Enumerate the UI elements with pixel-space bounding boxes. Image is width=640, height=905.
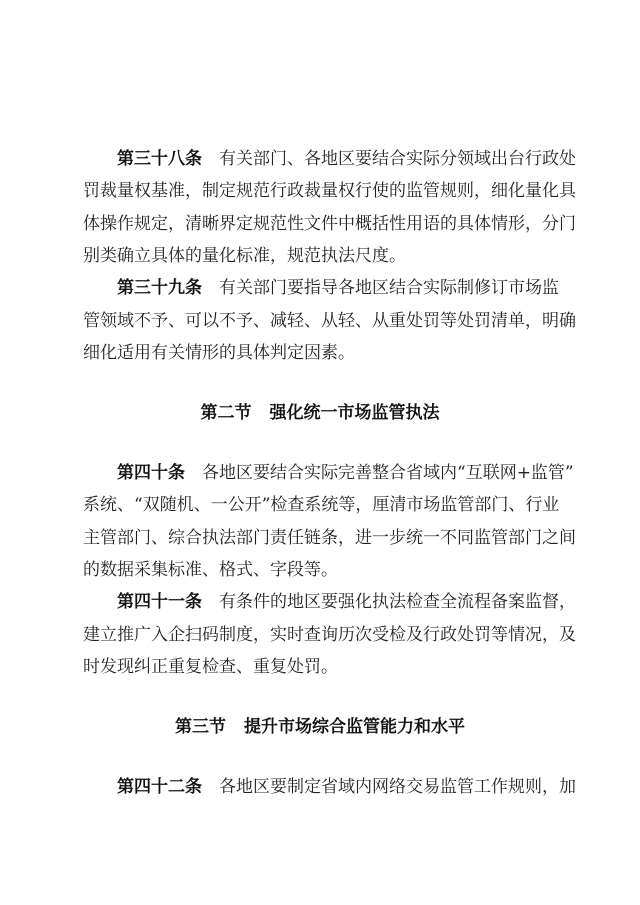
article-40-line-4: 的数据采集标准、格式、字段等。: [83, 560, 338, 580]
article-41-label: 第四十一条: [117, 592, 202, 612]
article-40-line-3: 主管部门、综合执法部门责任链条，进一步统一不同监管部门之间: [83, 528, 576, 548]
article-38-line-4: 别类确立具体的量化标准，规范执法尺度。: [83, 246, 406, 266]
article-39-line-3: 细化适用有关情形的具体判定因素。: [83, 343, 355, 363]
article-38-line-2: 罚裁量权基准，制定规范行政裁量权行使的监管规则，细化量化具: [83, 181, 576, 201]
article-40-line-2: 系统、“双随机、一公开”检查系统等，厘清市场监管部门、行业: [83, 495, 560, 515]
section-3-number: 第三节: [175, 717, 226, 737]
section-2-number: 第二节: [200, 403, 252, 423]
article-42-label: 第四十二条: [117, 777, 202, 797]
article-41-line-1: 第四十一条 有条件的地区要强化执法检查全流程备案监督，: [117, 592, 576, 612]
section-3-heading: [0, 716, 640, 738]
article-42-line-1: 第四十二条 各地区要制定省域内网络交易监管工作规则，加: [117, 777, 576, 797]
section-2-heading: [0, 402, 640, 424]
article-39-label: 第三十九条: [117, 278, 202, 298]
section-2-title: 强化统一市场监管执法: [269, 403, 440, 423]
article-39-line-2: 管领域不予、可以不予、减轻、从轻、从重处罚等处罚清单，明确: [83, 311, 576, 331]
article-40-line-1: 第四十条 各地区要结合实际完善整合省域内“互联网+监管”: [117, 463, 574, 483]
section-3-title: 提升市场综合监管能力和水平: [244, 717, 465, 737]
article-39-line-1: 第三十九条 有关部门要指导各地区结合实际制修订市场监: [117, 278, 559, 298]
article-38-line-1: 第三十八条 有关部门、各地区要结合实际分领域出台行政处: [117, 149, 576, 169]
article-41-line-2: 建立推广入企扫码制度，实时查询历次受检及行政处罚等情况，及: [83, 625, 576, 645]
article-38-line-3: 体操作规定，清晰界定规范性文件中概括性用语的具体情形，分门: [83, 214, 576, 234]
article-40-label: 第四十条: [117, 463, 185, 483]
article-41-line-3: 时发现纠正重复检查、重复处罚。: [83, 657, 338, 677]
article-38-label: 第三十八条: [117, 149, 202, 169]
